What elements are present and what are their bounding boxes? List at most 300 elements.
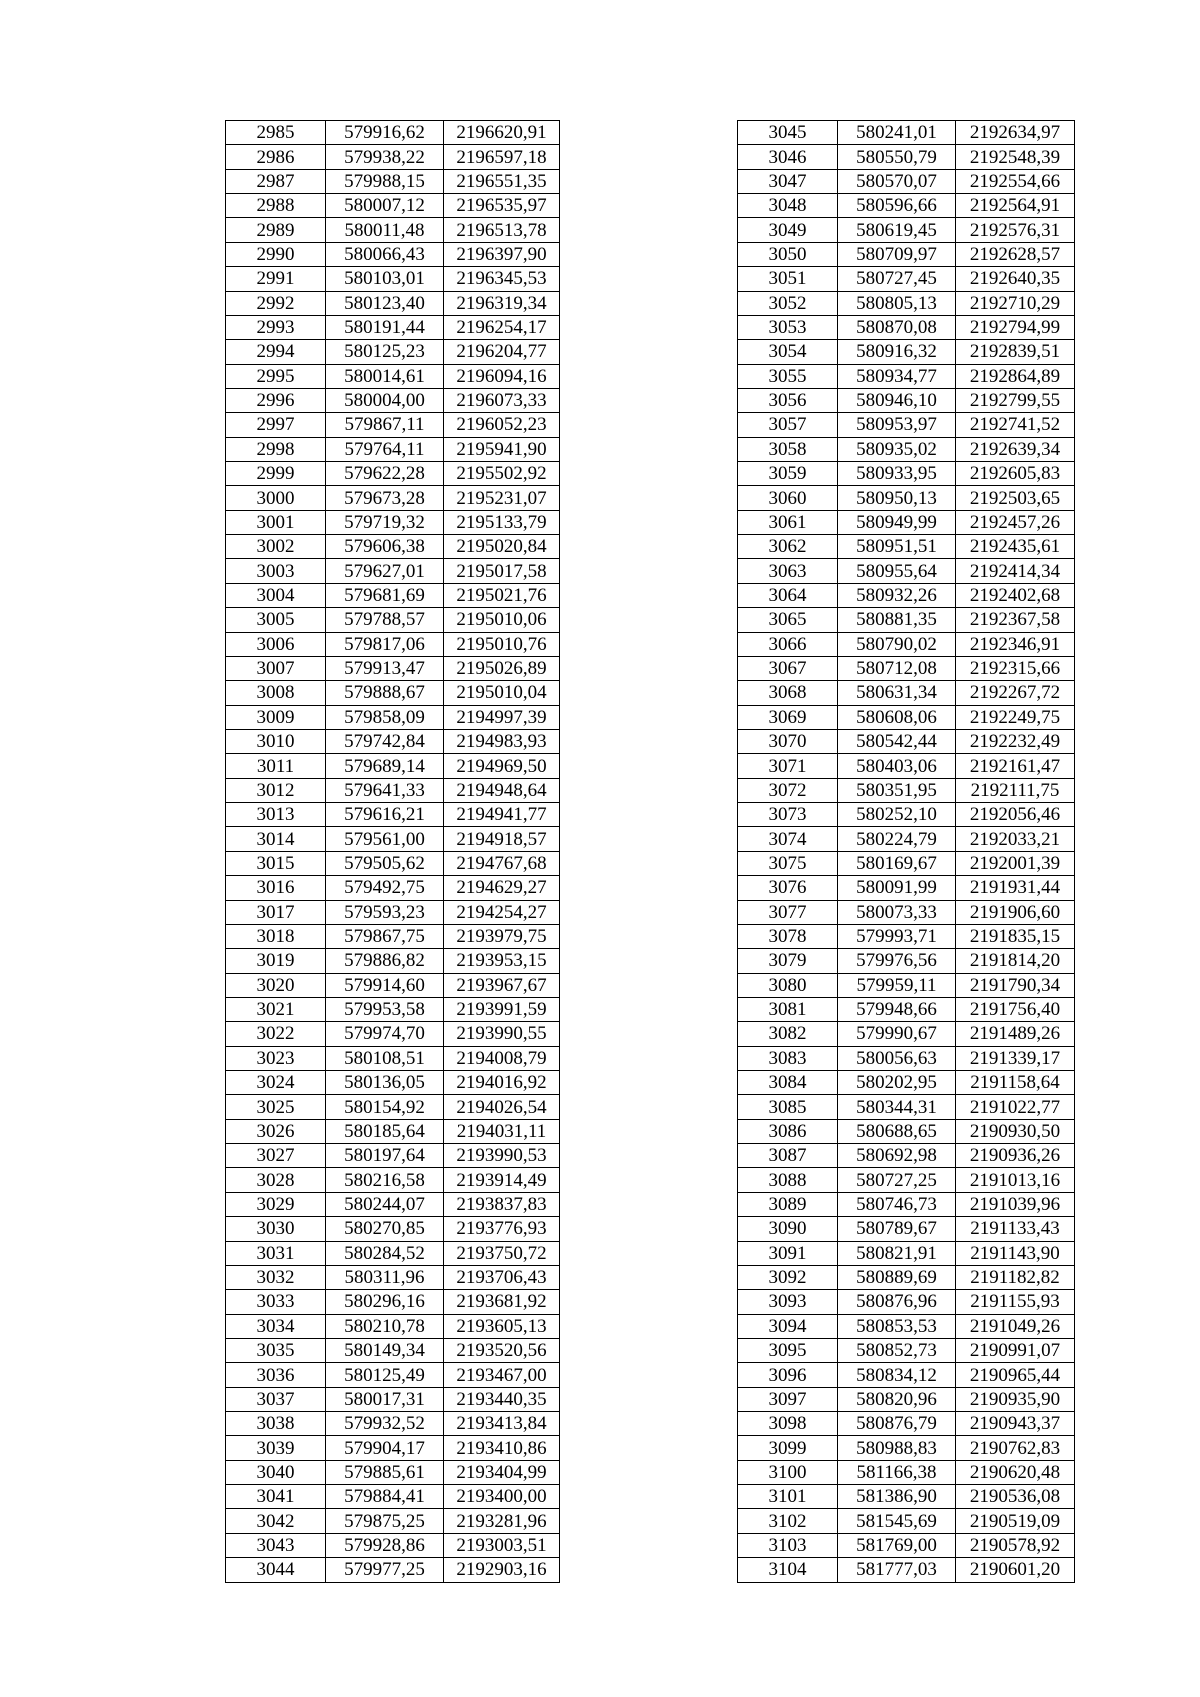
point-number-cell: 3029 [226, 1192, 326, 1216]
point-number-cell: 3066 [738, 632, 838, 656]
y-coordinate-cell: 2190943,37 [956, 1412, 1075, 1436]
y-coordinate-cell: 2193967,67 [444, 973, 560, 997]
y-coordinate-cell: 2194918,57 [444, 827, 560, 851]
y-coordinate-cell: 2192710,29 [956, 291, 1075, 315]
table-row [738, 486, 1075, 510]
table-row [738, 145, 1075, 169]
y-coordinate-cell: 2193979,75 [444, 924, 560, 948]
y-coordinate-cell: 2193681,92 [444, 1290, 560, 1314]
y-coordinate-cell: 2195010,06 [444, 608, 560, 632]
table-row [226, 535, 560, 559]
table-row [226, 705, 560, 729]
y-coordinate-cell: 2190991,07 [956, 1338, 1075, 1362]
table-row [738, 1022, 1075, 1046]
y-coordinate-cell: 2192503,65 [956, 486, 1075, 510]
x-coordinate-cell: 580091,99 [838, 876, 956, 900]
coordinates-table-right [737, 120, 1075, 1583]
point-number-cell: 3026 [226, 1119, 326, 1143]
table-row [738, 340, 1075, 364]
y-coordinate-cell: 2190965,44 [956, 1363, 1075, 1387]
x-coordinate-cell: 579788,57 [326, 608, 444, 632]
y-coordinate-cell: 2191158,64 [956, 1071, 1075, 1095]
x-coordinate-cell: 580608,06 [838, 705, 956, 729]
x-coordinate-cell: 580946,10 [838, 388, 956, 412]
x-coordinate-cell: 581166,38 [838, 1460, 956, 1484]
point-number-cell: 3010 [226, 729, 326, 753]
point-number-cell: 3008 [226, 681, 326, 705]
point-number-cell: 3000 [226, 486, 326, 510]
table-row [738, 1412, 1075, 1436]
x-coordinate-cell: 580712,08 [838, 656, 956, 680]
y-coordinate-cell: 2193400,00 [444, 1485, 560, 1509]
x-coordinate-cell: 579616,21 [326, 803, 444, 827]
y-coordinate-cell: 2193520,56 [444, 1338, 560, 1362]
point-number-cell: 3077 [738, 900, 838, 924]
x-coordinate-cell: 580853,53 [838, 1314, 956, 1338]
table-row [226, 364, 560, 388]
table-row [738, 900, 1075, 924]
x-coordinate-cell: 580876,79 [838, 1412, 956, 1436]
x-coordinate-cell: 579988,15 [326, 169, 444, 193]
y-coordinate-cell: 2192548,39 [956, 145, 1075, 169]
point-number-cell: 2999 [226, 462, 326, 486]
table-row [226, 510, 560, 534]
x-coordinate-cell: 579867,75 [326, 924, 444, 948]
x-coordinate-cell: 580746,73 [838, 1192, 956, 1216]
table-row [738, 803, 1075, 827]
y-coordinate-cell: 2194997,39 [444, 705, 560, 729]
x-coordinate-cell: 580881,35 [838, 608, 956, 632]
y-coordinate-cell: 2190536,08 [956, 1485, 1075, 1509]
y-coordinate-cell: 2191155,93 [956, 1290, 1075, 1314]
y-coordinate-cell: 2194941,77 [444, 803, 560, 827]
x-coordinate-cell: 580014,61 [326, 364, 444, 388]
y-coordinate-cell: 2192232,49 [956, 729, 1075, 753]
y-coordinate-cell: 2190936,26 [956, 1144, 1075, 1168]
y-coordinate-cell: 2194031,11 [444, 1119, 560, 1143]
y-coordinate-cell: 2191013,16 [956, 1168, 1075, 1192]
point-number-cell: 3002 [226, 535, 326, 559]
x-coordinate-cell: 580004,00 [326, 388, 444, 412]
point-number-cell: 3032 [226, 1265, 326, 1289]
x-coordinate-cell: 579990,67 [838, 1022, 956, 1046]
table-row [226, 778, 560, 802]
x-coordinate-cell: 580727,25 [838, 1168, 956, 1192]
y-coordinate-cell: 2192741,52 [956, 413, 1075, 437]
table-row [738, 559, 1075, 583]
point-number-cell: 3059 [738, 462, 838, 486]
point-number-cell: 2991 [226, 267, 326, 291]
point-number-cell: 2990 [226, 242, 326, 266]
y-coordinate-cell: 2194629,27 [444, 876, 560, 900]
table-row [738, 535, 1075, 559]
y-coordinate-cell: 2193440,35 [444, 1387, 560, 1411]
x-coordinate-cell: 579492,75 [326, 876, 444, 900]
x-coordinate-cell: 580017,31 [326, 1387, 444, 1411]
table-row [226, 1192, 560, 1216]
table-row [226, 291, 560, 315]
point-number-cell: 3062 [738, 535, 838, 559]
table-row [226, 900, 560, 924]
table-row [738, 1265, 1075, 1289]
point-number-cell: 3104 [738, 1558, 838, 1582]
point-number-cell: 3023 [226, 1046, 326, 1070]
table-row [738, 583, 1075, 607]
y-coordinate-cell: 2191039,96 [956, 1192, 1075, 1216]
point-number-cell: 3035 [226, 1338, 326, 1362]
table-row [738, 876, 1075, 900]
table-row [226, 1046, 560, 1070]
point-number-cell: 2987 [226, 169, 326, 193]
x-coordinate-cell: 580709,97 [838, 242, 956, 266]
x-coordinate-cell: 579904,17 [326, 1436, 444, 1460]
table-row [226, 1363, 560, 1387]
point-number-cell: 3075 [738, 851, 838, 875]
y-coordinate-cell: 2191182,82 [956, 1265, 1075, 1289]
y-coordinate-cell: 2193953,15 [444, 949, 560, 973]
y-coordinate-cell: 2194008,79 [444, 1046, 560, 1070]
y-coordinate-cell: 2194254,27 [444, 900, 560, 924]
table-row [226, 803, 560, 827]
table-row [226, 656, 560, 680]
x-coordinate-cell: 580252,10 [838, 803, 956, 827]
y-coordinate-cell: 2193990,53 [444, 1144, 560, 1168]
x-coordinate-cell: 580727,45 [838, 267, 956, 291]
table-row [738, 1485, 1075, 1509]
point-number-cell: 3052 [738, 291, 838, 315]
table-body [226, 121, 560, 1583]
x-coordinate-cell: 579867,11 [326, 413, 444, 437]
y-coordinate-cell: 2192576,31 [956, 218, 1075, 242]
point-number-cell: 3007 [226, 656, 326, 680]
x-coordinate-cell: 579719,32 [326, 510, 444, 534]
point-number-cell: 3019 [226, 949, 326, 973]
point-number-cell: 3037 [226, 1387, 326, 1411]
y-coordinate-cell: 2193413,84 [444, 1412, 560, 1436]
y-coordinate-cell: 2191931,44 [956, 876, 1075, 900]
table-row [738, 1095, 1075, 1119]
table-row [738, 1363, 1075, 1387]
x-coordinate-cell: 580125,23 [326, 340, 444, 364]
x-coordinate-cell: 579641,33 [326, 778, 444, 802]
y-coordinate-cell: 2196397,90 [444, 242, 560, 266]
point-number-cell: 3046 [738, 145, 838, 169]
table-row [738, 1558, 1075, 1582]
table-row [738, 754, 1075, 778]
x-coordinate-cell: 580834,12 [838, 1363, 956, 1387]
table-row [226, 1314, 560, 1338]
x-coordinate-cell: 580876,96 [838, 1290, 956, 1314]
table-row [226, 559, 560, 583]
y-coordinate-cell: 2195133,79 [444, 510, 560, 534]
x-coordinate-cell: 580935,02 [838, 437, 956, 461]
x-coordinate-cell: 579505,62 [326, 851, 444, 875]
table-row [226, 754, 560, 778]
x-coordinate-cell: 580949,99 [838, 510, 956, 534]
y-coordinate-cell: 2191790,34 [956, 973, 1075, 997]
point-number-cell: 3092 [738, 1265, 838, 1289]
y-coordinate-cell: 2192839,51 [956, 340, 1075, 364]
x-coordinate-cell: 580149,34 [326, 1338, 444, 1362]
table-row [226, 1095, 560, 1119]
y-coordinate-cell: 2196094,16 [444, 364, 560, 388]
point-number-cell: 3001 [226, 510, 326, 534]
table-row [738, 656, 1075, 680]
table-row [738, 729, 1075, 753]
y-coordinate-cell: 2193837,83 [444, 1192, 560, 1216]
point-number-cell: 3087 [738, 1144, 838, 1168]
x-coordinate-cell: 581777,03 [838, 1558, 956, 1582]
x-coordinate-cell: 579742,84 [326, 729, 444, 753]
point-number-cell: 3004 [226, 583, 326, 607]
y-coordinate-cell: 2190601,20 [956, 1558, 1075, 1582]
table-row [226, 388, 560, 412]
y-coordinate-cell: 2192414,34 [956, 559, 1075, 583]
y-coordinate-cell: 2195026,89 [444, 656, 560, 680]
table-row [226, 315, 560, 339]
x-coordinate-cell: 580955,64 [838, 559, 956, 583]
table-row [226, 1533, 560, 1557]
table-row [738, 608, 1075, 632]
table-row [738, 1436, 1075, 1460]
x-coordinate-cell: 580241,01 [838, 121, 956, 145]
table-row [738, 121, 1075, 145]
x-coordinate-cell: 579681,69 [326, 583, 444, 607]
y-coordinate-cell: 2192249,75 [956, 705, 1075, 729]
x-coordinate-cell: 580570,07 [838, 169, 956, 193]
x-coordinate-cell: 579689,14 [326, 754, 444, 778]
table-row [738, 315, 1075, 339]
point-number-cell: 3088 [738, 1168, 838, 1192]
x-coordinate-cell: 580191,44 [326, 315, 444, 339]
x-coordinate-cell: 579673,28 [326, 486, 444, 510]
point-number-cell: 3071 [738, 754, 838, 778]
y-coordinate-cell: 2193750,72 [444, 1241, 560, 1265]
x-coordinate-cell: 579561,00 [326, 827, 444, 851]
y-coordinate-cell: 2195021,76 [444, 583, 560, 607]
table-row [738, 851, 1075, 875]
point-number-cell: 3098 [738, 1412, 838, 1436]
x-coordinate-cell: 580169,67 [838, 851, 956, 875]
x-coordinate-cell: 580103,01 [326, 267, 444, 291]
table-row [226, 851, 560, 875]
y-coordinate-cell: 2192554,66 [956, 169, 1075, 193]
y-coordinate-cell: 2191756,40 [956, 997, 1075, 1021]
x-coordinate-cell: 579622,28 [326, 462, 444, 486]
table-row [738, 413, 1075, 437]
table-row [738, 924, 1075, 948]
point-number-cell: 2993 [226, 315, 326, 339]
y-coordinate-cell: 2196319,34 [444, 291, 560, 315]
y-coordinate-cell: 2192628,57 [956, 242, 1075, 266]
y-coordinate-cell: 2190519,09 [956, 1509, 1075, 1533]
x-coordinate-cell: 580123,40 [326, 291, 444, 315]
y-coordinate-cell: 2193776,93 [444, 1217, 560, 1241]
y-coordinate-cell: 2194026,54 [444, 1095, 560, 1119]
x-coordinate-cell: 580244,07 [326, 1192, 444, 1216]
x-coordinate-cell: 579886,82 [326, 949, 444, 973]
y-coordinate-cell: 2192640,35 [956, 267, 1075, 291]
table-row [226, 1509, 560, 1533]
point-number-cell: 3044 [226, 1558, 326, 1582]
table-row [226, 194, 560, 218]
table-row [738, 1533, 1075, 1557]
point-number-cell: 3060 [738, 486, 838, 510]
y-coordinate-cell: 2196535,97 [444, 194, 560, 218]
x-coordinate-cell: 580125,49 [326, 1363, 444, 1387]
point-number-cell: 3036 [226, 1363, 326, 1387]
point-number-cell: 3011 [226, 754, 326, 778]
y-coordinate-cell: 2192435,61 [956, 535, 1075, 559]
point-number-cell: 3065 [738, 608, 838, 632]
x-coordinate-cell: 580073,33 [838, 900, 956, 924]
x-coordinate-cell: 579764,11 [326, 437, 444, 461]
point-number-cell: 3022 [226, 1022, 326, 1046]
x-coordinate-cell: 580202,95 [838, 1071, 956, 1095]
x-coordinate-cell: 580284,52 [326, 1241, 444, 1265]
table-row [738, 973, 1075, 997]
x-coordinate-cell: 580197,64 [326, 1144, 444, 1168]
point-number-cell: 3082 [738, 1022, 838, 1046]
y-coordinate-cell: 2190578,92 [956, 1533, 1075, 1557]
y-coordinate-cell: 2195502,92 [444, 462, 560, 486]
table-row [738, 1509, 1075, 1533]
table-row [738, 1046, 1075, 1070]
y-coordinate-cell: 2191143,90 [956, 1241, 1075, 1265]
x-coordinate-cell: 580136,05 [326, 1071, 444, 1095]
table-row [738, 1119, 1075, 1143]
table-row [738, 949, 1075, 973]
point-number-cell: 3043 [226, 1533, 326, 1557]
point-number-cell: 3005 [226, 608, 326, 632]
x-coordinate-cell: 579932,52 [326, 1412, 444, 1436]
y-coordinate-cell: 2191835,15 [956, 924, 1075, 948]
y-coordinate-cell: 2192564,91 [956, 194, 1075, 218]
x-coordinate-cell: 581386,90 [838, 1485, 956, 1509]
point-number-cell: 3054 [738, 340, 838, 364]
table-row [226, 632, 560, 656]
table-row [738, 1314, 1075, 1338]
table-row [226, 1485, 560, 1509]
x-coordinate-cell: 580270,85 [326, 1217, 444, 1241]
table-row [226, 1436, 560, 1460]
y-coordinate-cell: 2195010,04 [444, 681, 560, 705]
point-number-cell: 3090 [738, 1217, 838, 1241]
x-coordinate-cell: 579593,23 [326, 900, 444, 924]
point-number-cell: 3089 [738, 1192, 838, 1216]
x-coordinate-cell: 579928,86 [326, 1533, 444, 1557]
table-row [226, 1338, 560, 1362]
y-coordinate-cell: 2196254,17 [444, 315, 560, 339]
y-coordinate-cell: 2195020,84 [444, 535, 560, 559]
x-coordinate-cell: 580951,51 [838, 535, 956, 559]
x-coordinate-cell: 579885,61 [326, 1460, 444, 1484]
point-number-cell: 3073 [738, 803, 838, 827]
x-coordinate-cell: 580216,58 [326, 1168, 444, 1192]
table-row [738, 1168, 1075, 1192]
y-coordinate-cell: 2193706,43 [444, 1265, 560, 1289]
point-number-cell: 3012 [226, 778, 326, 802]
x-coordinate-cell: 580950,13 [838, 486, 956, 510]
table-row [226, 1290, 560, 1314]
x-coordinate-cell: 580403,06 [838, 754, 956, 778]
y-coordinate-cell: 2193990,55 [444, 1022, 560, 1046]
point-number-cell: 3021 [226, 997, 326, 1021]
y-coordinate-cell: 2195941,90 [444, 437, 560, 461]
table-row [738, 632, 1075, 656]
table-row [738, 997, 1075, 1021]
point-number-cell: 3045 [738, 121, 838, 145]
y-coordinate-cell: 2192267,72 [956, 681, 1075, 705]
point-number-cell: 3094 [738, 1314, 838, 1338]
table-row [226, 1022, 560, 1046]
y-coordinate-cell: 2193410,86 [444, 1436, 560, 1460]
y-coordinate-cell: 2193003,51 [444, 1533, 560, 1557]
table-row [226, 169, 560, 193]
point-number-cell: 3084 [738, 1071, 838, 1095]
point-number-cell: 3025 [226, 1095, 326, 1119]
point-number-cell: 3064 [738, 583, 838, 607]
point-number-cell: 2989 [226, 218, 326, 242]
x-coordinate-cell: 580852,73 [838, 1338, 956, 1362]
x-coordinate-cell: 580988,83 [838, 1436, 956, 1460]
point-number-cell: 3076 [738, 876, 838, 900]
x-coordinate-cell: 579884,41 [326, 1485, 444, 1509]
table-row [738, 1217, 1075, 1241]
y-coordinate-cell: 2190935,90 [956, 1387, 1075, 1411]
x-coordinate-cell: 579606,38 [326, 535, 444, 559]
y-coordinate-cell: 2192161,47 [956, 754, 1075, 778]
point-number-cell: 3050 [738, 242, 838, 266]
table-row [738, 267, 1075, 291]
x-coordinate-cell: 580210,78 [326, 1314, 444, 1338]
point-number-cell: 3085 [738, 1095, 838, 1119]
y-coordinate-cell: 2192864,89 [956, 364, 1075, 388]
table-row [738, 169, 1075, 193]
x-coordinate-cell: 580870,08 [838, 315, 956, 339]
x-coordinate-cell: 580550,79 [838, 145, 956, 169]
y-coordinate-cell: 2192367,58 [956, 608, 1075, 632]
x-coordinate-cell: 579914,60 [326, 973, 444, 997]
table-row [226, 997, 560, 1021]
table-row [738, 705, 1075, 729]
point-number-cell: 3068 [738, 681, 838, 705]
point-number-cell: 3061 [738, 510, 838, 534]
point-number-cell: 3103 [738, 1533, 838, 1557]
x-coordinate-cell: 580542,44 [838, 729, 956, 753]
point-number-cell: 3031 [226, 1241, 326, 1265]
point-number-cell: 2985 [226, 121, 326, 145]
point-number-cell: 3074 [738, 827, 838, 851]
table-row [226, 1412, 560, 1436]
table-row [226, 949, 560, 973]
point-number-cell: 3079 [738, 949, 838, 973]
point-number-cell: 3102 [738, 1509, 838, 1533]
x-coordinate-cell: 579817,06 [326, 632, 444, 656]
y-coordinate-cell: 2196345,53 [444, 267, 560, 291]
point-number-cell: 3080 [738, 973, 838, 997]
table-row [738, 462, 1075, 486]
table-row [738, 1290, 1075, 1314]
point-number-cell: 3093 [738, 1290, 838, 1314]
table-row [226, 1217, 560, 1241]
point-number-cell: 3027 [226, 1144, 326, 1168]
table-row [226, 924, 560, 948]
table-row [226, 437, 560, 461]
table-row [738, 291, 1075, 315]
point-number-cell: 3083 [738, 1046, 838, 1070]
x-coordinate-cell: 580789,67 [838, 1217, 956, 1241]
